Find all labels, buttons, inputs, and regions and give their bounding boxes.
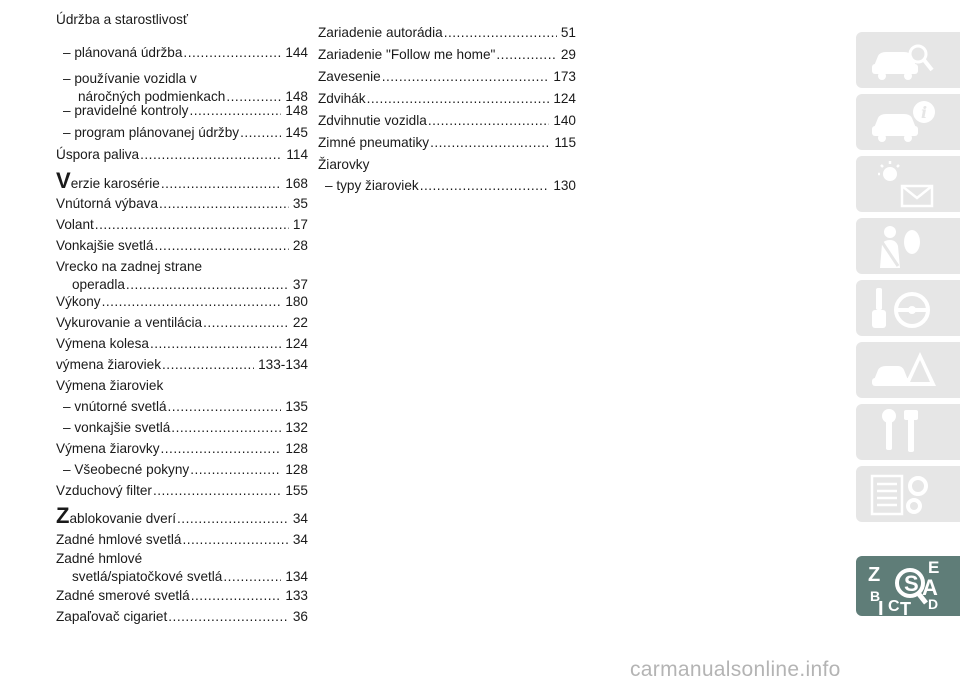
page-number: 124 (285, 336, 308, 351)
entry-text: operadla (72, 277, 125, 292)
entry-text: Zariadenie autorádia (318, 25, 443, 40)
entry-text: Zavesenie (318, 69, 381, 84)
index-entry[interactable] (56, 608, 308, 626)
index-entry[interactable] (56, 124, 308, 142)
index-entry[interactable] (56, 216, 308, 234)
index-entry[interactable] (56, 419, 308, 437)
page-number: 22 (292, 315, 308, 330)
index-letter: I (878, 598, 884, 615)
entry-text-line1: Vrecko na zadnej strane (56, 259, 203, 274)
entry-text: svetlá/spiatočkové svetlá (72, 569, 223, 584)
page-number: 51 (560, 25, 576, 40)
page-number: 140 (553, 113, 576, 128)
entry-text: Zadné smerové svetlá (56, 588, 190, 603)
page-number: 28 (292, 238, 308, 253)
tab-emergency[interactable] (856, 342, 960, 398)
entry-text: Vnútorná výbava (56, 196, 159, 211)
index-letter: S (904, 571, 919, 596)
alphabetical-index-icon (866, 559, 956, 615)
entry-text: – Všeobecné pokyny (63, 462, 190, 477)
entry-text: – plánovaná údržba (63, 45, 183, 60)
entry-text-line1: – používanie vozidla v (63, 71, 197, 86)
index-heading-udrzba (56, 11, 308, 29)
tab-technical-data[interactable] (856, 466, 960, 522)
index-entry[interactable] (56, 356, 308, 374)
tab-index[interactable] (856, 556, 960, 616)
page-number: 37 (292, 277, 308, 292)
heading-text: Žiarovky (318, 157, 370, 172)
index-entry[interactable] (56, 531, 308, 549)
index-letter: C (888, 598, 900, 615)
index-entry[interactable] (318, 24, 576, 42)
index-letter: D (928, 596, 939, 612)
entry-text: Výmena žiarovky (56, 441, 160, 456)
entry-text: Zdvihák (318, 91, 366, 106)
page-number: 128 (285, 462, 308, 477)
index-entry[interactable] (56, 314, 308, 332)
index-entry[interactable] (56, 293, 308, 311)
page-number: 114 (286, 147, 308, 162)
entry-text: Výmena kolesa (56, 336, 149, 351)
index-entry[interactable] (318, 46, 576, 64)
index-entry[interactable] (56, 550, 308, 586)
page-number: 36 (292, 609, 308, 624)
tab-start-driving[interactable] (856, 280, 960, 336)
index-entry[interactable] (56, 168, 308, 193)
page-number: 35 (292, 196, 308, 211)
index-entry[interactable] (56, 503, 308, 528)
entry-text: Zadné hmlové svetlá (56, 532, 182, 547)
tab-car-search[interactable] (856, 32, 960, 88)
page-number: 155 (285, 483, 308, 498)
entry-text: – pravidelné kontroly (63, 103, 189, 118)
page-number: 148 (285, 103, 308, 118)
entry-text: ablokovanie dverí (69, 511, 177, 526)
index-entry[interactable] (56, 195, 308, 213)
entry-text: výmena žiaroviek (56, 357, 162, 372)
index-letter: T (900, 599, 911, 615)
page-number: 180 (285, 294, 308, 309)
index-entry[interactable] (56, 146, 308, 164)
index-entry[interactable] (56, 237, 308, 255)
page-number: 135 (285, 399, 308, 414)
section-initial: Z (56, 503, 70, 528)
page-number: 144 (285, 45, 308, 60)
page-number: 130 (553, 178, 576, 193)
wrench-tools-icon (868, 408, 938, 456)
index-entry[interactable] (56, 258, 308, 294)
index-entry[interactable] (56, 398, 308, 416)
index-entry[interactable] (318, 68, 576, 86)
page-number: 168 (285, 176, 308, 191)
car-info-icon (868, 98, 938, 146)
page-number: 173 (553, 69, 576, 84)
index-entry[interactable] (318, 90, 576, 108)
page-number: 115 (554, 135, 576, 150)
index-entry[interactable] (318, 177, 576, 195)
tab-warning-lights[interactable] (856, 156, 960, 212)
index-entry[interactable] (56, 587, 308, 605)
page-number: 132 (285, 420, 308, 435)
entry-text: Volant (56, 217, 94, 232)
index-entry[interactable] (56, 335, 308, 353)
entry-text: Vonkajšie svetlá (56, 238, 154, 253)
index-heading (56, 377, 308, 395)
entry-text: Vykurovanie a ventilácia (56, 315, 203, 330)
tab-maintenance[interactable] (856, 404, 960, 460)
entry-text: – vnútorné svetlá (63, 399, 167, 414)
page-number: 34 (292, 532, 308, 547)
entry-text-line1: Zadné hmlové (56, 551, 143, 566)
watermark: carmanualsonline.info (630, 658, 841, 681)
page-number: 29 (560, 47, 576, 62)
index-entry[interactable] (318, 134, 576, 152)
page-number: 34 (292, 511, 308, 526)
entry-text: Zapaľovač cigariet (56, 609, 168, 624)
key-steering-wheel-icon (868, 284, 938, 332)
index-letter: Z (868, 564, 881, 586)
warning-lights-mail-icon (868, 160, 938, 208)
index-entry[interactable] (318, 112, 576, 130)
page-number: 145 (285, 125, 308, 140)
page-number: 17 (292, 217, 308, 232)
heading-text: Výmena žiaroviek (56, 378, 164, 393)
entry-text: Úspora paliva (56, 147, 140, 162)
entry-text: náročných podmienkach (78, 89, 226, 104)
entry-text: – typy žiaroviek (325, 178, 419, 193)
car-search-icon (868, 36, 938, 84)
entry-text: – program plánovanej údržby (63, 125, 240, 140)
section-initial: V (56, 168, 71, 193)
entry-text: Výkony (56, 294, 101, 309)
heading-text: Údržba a starostlivosť (56, 12, 189, 27)
index-entry[interactable] (56, 102, 308, 120)
page-number: 134 (285, 569, 308, 584)
page-number: 133 (285, 588, 308, 603)
seatbelt-airbag-icon (868, 222, 938, 270)
page-number: 124 (553, 91, 576, 106)
entry-text: Zariadenie "Follow me home" (318, 47, 496, 62)
index-entry[interactable] (56, 44, 308, 62)
index-letter: A (922, 575, 938, 600)
entry-text: – vonkajšie svetlá (63, 420, 171, 435)
entry-text: Zdvihnutie vozidla (318, 113, 427, 128)
page-number: 148 (285, 89, 308, 104)
tab-safety[interactable] (856, 218, 960, 274)
index-entry[interactable] (56, 482, 308, 500)
index-entry[interactable] (56, 70, 308, 106)
technical-data-gears-icon (868, 470, 938, 518)
entry-text: Zimné pneumatiky (318, 135, 430, 150)
tab-car-info[interactable] (856, 94, 960, 150)
page-number: 128 (285, 441, 308, 456)
index-entry[interactable] (56, 461, 308, 479)
svg-text:i: i (920, 103, 928, 122)
entry-text: Vzduchový filter (56, 483, 152, 498)
index-letter: E (928, 559, 940, 577)
entry-text: erzie karosérie (70, 176, 160, 191)
page-number: 133-134 (258, 357, 308, 372)
index-heading (318, 156, 576, 174)
roadside-warning-icon (868, 346, 938, 394)
index-entry[interactable] (56, 440, 308, 458)
index-letter: B (870, 588, 881, 604)
